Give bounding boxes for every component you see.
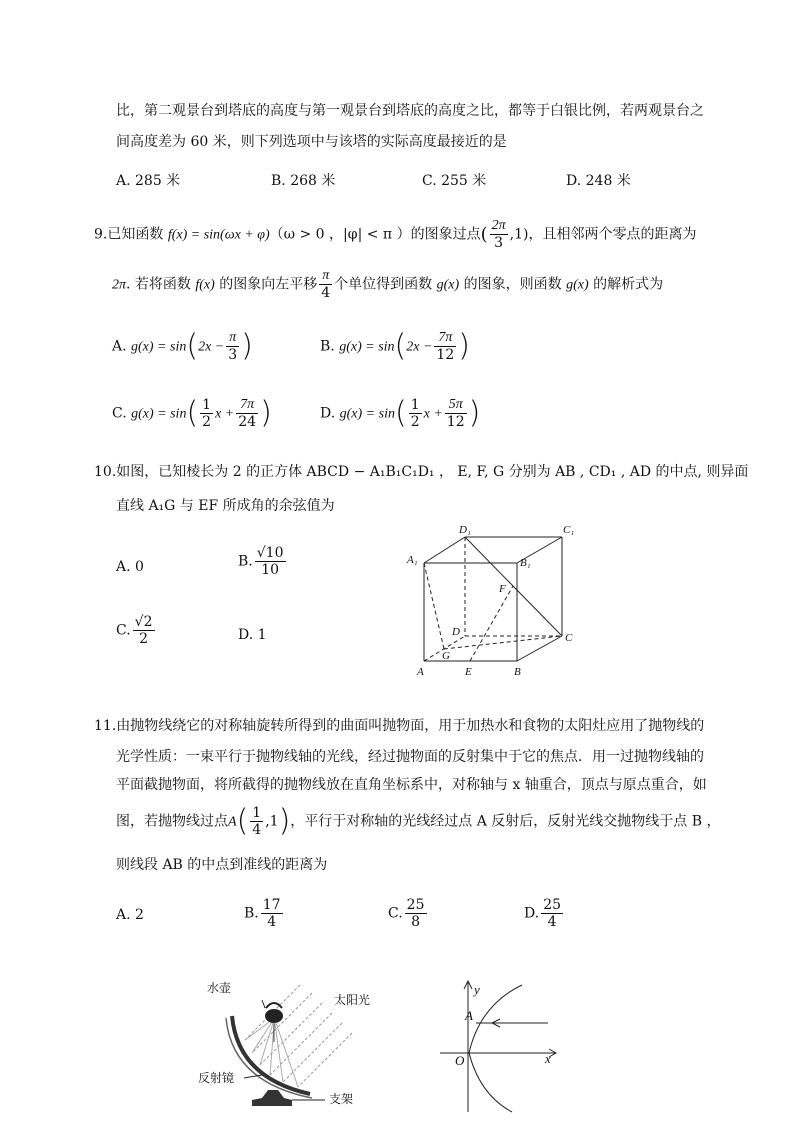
q9-function: f(x) = sin(ωx + φ)	[167, 227, 270, 243]
q11-line4-b: ，平行于对称轴的光线经过点 A 反射后，反射光线交抛物线于点 B ，	[290, 813, 721, 830]
q9-option-a-expr: g(x) = sin	[131, 339, 187, 355]
q8-option-d: D. 248 米	[566, 173, 631, 189]
q9-point-num: 2π	[490, 218, 508, 235]
q9-l2-c: 的图象向左平移	[219, 276, 318, 293]
q11-point-a: A	[228, 814, 237, 830]
q9-option-c-den: 24	[238, 414, 257, 431]
q9-line2	[112, 268, 663, 301]
segment-ef	[470, 586, 513, 661]
q9-text1: 已知函数	[107, 226, 164, 243]
q11-line4-a: 图，若抛物线过点	[116, 813, 228, 830]
edge-a1d1	[424, 537, 465, 563]
q9-l2-b: . 若将函数	[126, 276, 191, 293]
q9-option-c-den1: 2	[202, 414, 212, 431]
q11-option-d-den: 4	[547, 914, 557, 931]
label-sunlight: 太阳光	[334, 993, 371, 1007]
q10-option-a: A. 0	[116, 559, 144, 575]
q9-option-a: A. g(x) = sin(2x − $\frac{\pi}{3}$ )	[112, 328, 253, 364]
q9-line1: 9.已知函数 f(x) = sin(ωx + φ)（ω > 0 ，|φ| < π ）的图象过点( $\frac{2\pi}{3}$ ,1)，且相邻两个零点的距离为	[94, 218, 697, 252]
cube-figure	[400, 520, 590, 680]
label-f: F	[499, 583, 506, 595]
q10-option-b	[238, 545, 288, 578]
segment-a1g	[424, 563, 444, 649]
q11-option-d-label: D.	[524, 905, 540, 922]
label-c1: C₁	[563, 524, 575, 536]
q9-l2-e: 的图象，则函数	[463, 276, 562, 293]
q11-option-c-den: 8	[411, 914, 421, 931]
q10-option-c-num: √2	[134, 614, 153, 630]
q9-shift-num: π	[319, 268, 332, 285]
q11-text1: 由抛物线绕它的对称轴旋转所得到的曲面叫抛物面，用于加热水和食物的太阳灶应用了抛物线的	[116, 718, 705, 734]
q11-line5: 则线段 AB 的中点到准线的距离为	[116, 857, 328, 873]
q11-option-c-num: 25	[406, 897, 425, 913]
q8-line2: 间高度差为 60 米，则下列选项中与该塔的实际高度最接近的是	[116, 134, 507, 150]
q11-option-c	[388, 897, 429, 930]
q9-l2-gx2: g(x)	[566, 277, 589, 293]
label-e: E	[465, 666, 472, 678]
q9-option-d-expr: g(x) = sin	[339, 406, 395, 422]
q9-option-b-arg: 2x −	[406, 339, 433, 355]
q10-line2: 直线 A₁G 与 EF 所成角的余弦值为	[116, 498, 335, 514]
q11-option-d	[524, 897, 565, 930]
q11-point-num: 1	[252, 805, 262, 821]
q11-option-b-num: 17	[262, 897, 281, 913]
q11-line3: 平面截抛物面，将所截得的抛物线放在直角坐标系中，对称轴与 x 轴重合，顶点与原点重合，如	[116, 777, 707, 793]
label-stand: 支架	[329, 1092, 354, 1106]
label-a: A	[417, 666, 424, 678]
q9-option-d-num: 5π	[445, 397, 467, 414]
q9-l2-gx: g(x)	[436, 277, 460, 293]
q11-point-tail: ,1	[265, 813, 279, 830]
q9-option-c-arg: x +	[215, 406, 235, 422]
mirror-dish	[232, 1016, 310, 1094]
q10-option-b-den: 10	[261, 562, 280, 579]
q11-line4: 图，若抛物线过点A( $\frac{1}{4}$ ,1)，平行于对称轴的光线经过点 A 反射后，反射光线交抛物线于点 B ，	[116, 803, 721, 839]
q11-option-a: A. 2	[116, 907, 144, 923]
label-c: C	[565, 632, 573, 644]
label-x: x	[545, 1051, 551, 1066]
q11-number: 11.	[94, 718, 117, 734]
q8-option-c: C. 255 米	[422, 173, 487, 189]
q9-option-a-label: A.	[112, 338, 127, 355]
q9-option-c-num: 7π	[236, 397, 258, 414]
q9-option-a-num: π	[226, 330, 239, 347]
q11-option-b	[244, 897, 285, 930]
label-d: D	[452, 626, 460, 638]
q8-option-b: B. 268 米	[271, 173, 336, 189]
q9-l2-f: 的解析式为	[593, 276, 664, 293]
q8-option-a: A. 285 米	[116, 173, 181, 189]
q10-option-c-den: 2	[139, 631, 149, 648]
q9-option-b-expr: g(x) = sin	[339, 339, 395, 355]
q10-option-d: D. 1	[238, 627, 267, 643]
label-origin: O	[455, 1053, 465, 1068]
q9-distance: 2π	[112, 277, 127, 293]
label-mirror: 反射镜	[198, 1071, 235, 1085]
q9-option-a-den: 3	[228, 347, 238, 364]
solar-cooker-figure	[190, 970, 400, 1115]
q11-line1	[94, 718, 704, 735]
parabola-curve	[469, 985, 522, 1112]
label-b: B	[514, 666, 521, 678]
q9-option-d-den: 12	[446, 414, 465, 431]
q9-number: 9.	[94, 226, 108, 243]
q9-shift-den: 4	[321, 285, 331, 302]
q9-option-b-num: 7π	[434, 330, 456, 347]
q9-option-a-arg: 2x −	[198, 339, 225, 355]
q11-point-den: 4	[252, 822, 262, 839]
q9-option-b-den: 12	[436, 347, 455, 364]
label-b1: B₁	[520, 557, 531, 569]
q10-option-b-num: √10	[256, 545, 284, 561]
q11-option-b-label: B.	[244, 905, 259, 922]
q10-option-c-label: C.	[116, 622, 131, 639]
q10-option-c	[116, 614, 157, 647]
q9-l2-fx: f(x)	[195, 277, 215, 293]
q9-option-d-arg: x +	[423, 406, 443, 422]
label-g: G	[442, 650, 450, 662]
q10-text1: 如图，已知棱长为 2 的正方体 ABCD − A₁B₁C₁D₁ ， E, F, G 分别为 AB , CD₁ , AD 的中点, 则异面	[116, 464, 749, 480]
q10-option-b-label: B.	[238, 553, 253, 570]
q11-option-b-den: 4	[267, 914, 277, 931]
q9-option-b: B. g(x) = sin(2x − $\frac{7\pi}{12}$ )	[320, 328, 470, 364]
q9-option-d-label: D.	[320, 405, 336, 422]
q9-condition: （ω > 0 ，|φ| < π ）的图象过点	[269, 226, 481, 243]
q9-option-c-expr: g(x) = sin	[131, 406, 187, 422]
q11-option-d-num: 25	[543, 897, 562, 913]
label-point-a: A	[465, 1008, 473, 1023]
q9-option-d: D. g(x) = sin( $\frac{1}{2}$ x + $\frac{5\pi}{12}$ )	[320, 395, 481, 431]
label-d1: D₁	[459, 524, 471, 536]
label-a1: A₁	[407, 554, 418, 566]
segment-d1c	[465, 537, 562, 636]
q9-text2: ，且相邻两个零点的距离为	[528, 226, 697, 243]
q9-option-b-label: B.	[320, 338, 335, 355]
q9-option-d-den1: 2	[410, 414, 420, 431]
q9-option-c-num1: 1	[202, 397, 212, 413]
q11-line2: 光学性质：一束平行于抛物线轴的光线，经过抛物面的反射集中于它的焦点．用一过抛物线轴的	[116, 749, 704, 765]
q9-point-den: 3	[494, 235, 504, 252]
q8-line1: 比，第二观景台到塔底的高度与第一观景台到塔底的高度之比，都等于白银比例，若两观景台之	[116, 103, 704, 119]
q10-number: 10.	[94, 464, 117, 480]
label-y: y	[474, 982, 480, 997]
q9-option-c: C. g(x) = sin( $\frac{1}{2}$ x + $\frac{7\pi}{24}$ )	[112, 395, 272, 431]
q9-l2-d: 个单位得到函数	[334, 276, 433, 293]
q9-point-tail: ,1)	[509, 226, 529, 243]
parabola-figure	[430, 975, 570, 1120]
q11-option-c-label: C.	[388, 905, 403, 922]
q9-option-c-label: C.	[112, 405, 127, 422]
label-kettle: 水壶	[207, 981, 232, 995]
q10-line1	[94, 464, 748, 481]
q9-option-d-num1: 1	[410, 397, 420, 413]
